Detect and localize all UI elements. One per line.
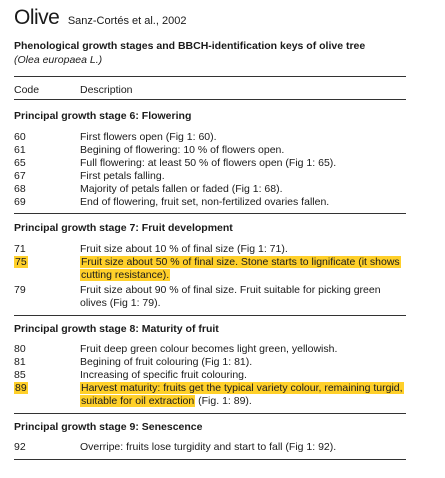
row-description [80,382,406,408]
rule-stage-7 [14,213,406,214]
species-name: (Olea europaea L.) [14,54,103,66]
row-code [14,256,28,269]
column-header-code: Code [14,84,40,96]
row-description: First petals falling. [80,170,165,182]
row-code: 85 [14,369,26,381]
column-header-description: Description [80,84,133,96]
row-code: 69 [14,196,26,208]
highlighted-text: Fruit size about 50 % of final size. Stone starts to lignificate (it shows cutting resistance). [81,256,400,281]
author-citation: Sanz-Cortés et al., 2002 [67,15,187,27]
row-description: Majority of petals fallen or faded (Fig 1: 68). [80,183,283,195]
highlighted-code: 75 [15,256,27,268]
stage-8-title: Principal growth stage 8: Maturity of fruit [14,323,219,335]
stage-6-title: Principal growth stage 6: Flowering [14,110,192,122]
row-code: 67 [14,170,26,182]
row-description-rest: (Fig. 1: 89). [195,395,252,407]
row-description: Fruit size about 90 % of final size. Fruit suitable for picking green olives (Fig 1: 79). [80,284,381,309]
row-description: Fruit size about 10 % of final size (Fig 1: 71). [80,243,288,255]
rule-bottom [14,459,406,460]
rule-stage-8 [14,315,406,316]
highlighted-code: 89 [15,382,27,394]
row-description: Increasing of specific fruit colouring. [80,369,247,381]
row-code: 92 [14,441,26,453]
row-description: Begining of fruit colouring (Fig 1: 81). [80,356,253,368]
row-code: 68 [14,183,26,195]
stage-9-title: Principal growth stage 9: Senescence [14,421,203,433]
page-title: Olive [14,6,60,29]
rule-stage-9 [14,413,406,414]
highlighted-text: Harvest maturity: fruits get the typical variety colour, remaining turgid, suitable for oil extraction [81,382,403,407]
row-description [80,256,406,282]
row-description: First flowers open (Fig 1: 60). [80,131,217,143]
row-code: 79 [14,284,26,296]
rule-under-header [14,99,406,100]
title-line [14,6,186,30]
row-description: Overripe: fruits lose turgidity and start to fall (Fig 1: 92). [80,441,337,453]
row-code: 80 [14,343,26,355]
row-description: Begining of flowering: 10 % of flowers open. [80,144,285,156]
row-description: Full flowering: at least 50 % of flowers open (Fig 1: 65). [80,157,337,169]
row-code: 71 [14,243,26,255]
table-heading: Phenological growth stages and BBCH-identification keys of olive tree [14,40,366,52]
row-code: 61 [14,144,26,156]
row-description: Fruit deep green colour becomes light green, yellowish. [80,343,338,355]
row-code: 81 [14,356,26,368]
stage-7-title: Principal growth stage 7: Fruit development [14,222,233,234]
row-code: 65 [14,157,26,169]
row-code: 60 [14,131,26,143]
row-description: End of flowering, fruit set, non-fertilized ovaries fallen. [80,196,330,208]
row-code [14,382,28,395]
rule-top [14,76,406,77]
